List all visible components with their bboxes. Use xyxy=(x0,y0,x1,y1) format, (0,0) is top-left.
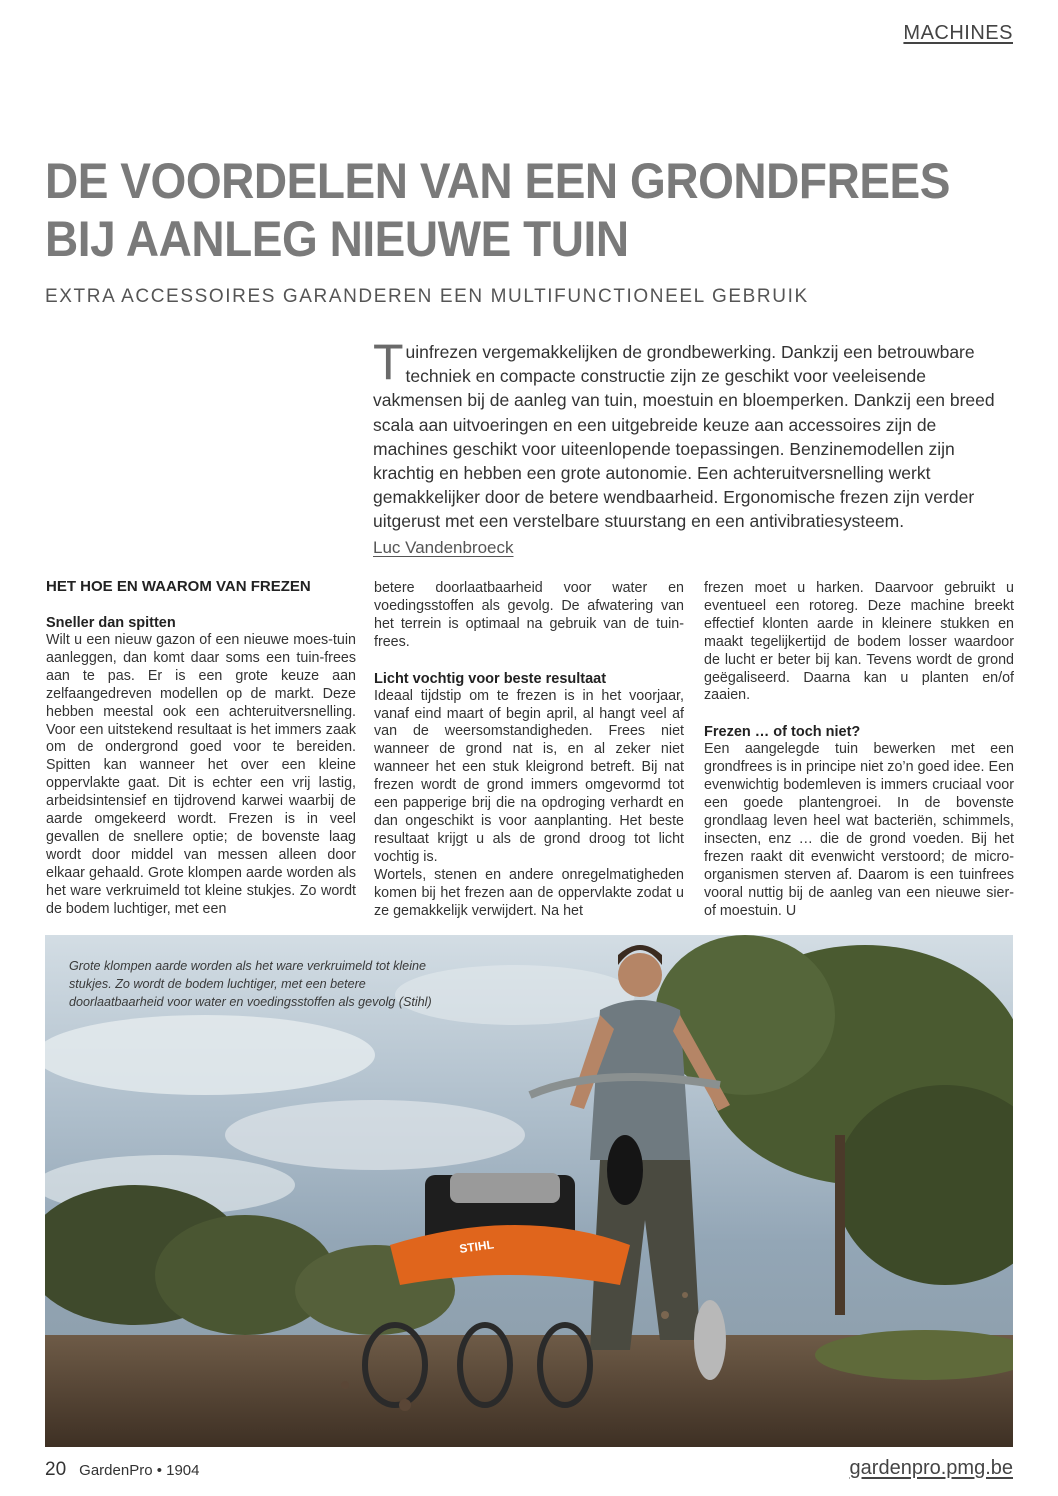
column-2-text-1: betere doorlaatbaarheid voor water en voedingsstoffen als gevolg. De afwatering van het terrein is optimaal na gebruik van de tuin-frees. xyxy=(374,580,684,650)
headline-line-2: BIJ AANLEG NIEUWE TUIN xyxy=(45,211,629,267)
article-column-2 xyxy=(374,580,684,920)
column-3-text-1: frezen moet u harken. Daarvoor gebruikt u eventueel een rotoreg. Deze machine breekt effectief klonten aarde in kleinere stukken en maakt tegelijkertijd de bodem losser waardoor de lucht er beter bij kan. Tevens wordt de grond geëgaliseerd. Daarna kan u planten en/of zaaien. xyxy=(704,580,1014,704)
photo-illustration xyxy=(45,935,1013,1447)
section-title: HET HOE EN WAAROM VAN FREZEN xyxy=(46,578,311,595)
subtitle-frezen-of-toch-niet: Frezen … of toch niet? xyxy=(704,724,861,741)
intro-paragraph xyxy=(373,334,1013,534)
subtitle-sneller-dan-spitten: Sneller dan spitten xyxy=(46,615,176,631)
subheadline: EXTRA ACCESSOIRES GARANDEREN EEN MULTIFUNCTIONEEL GEBRUIK xyxy=(45,286,809,307)
column-3-text-2: Een aangelegde tuin bewerken met een grondfrees is in principe niet zo’n goed idee. Een evenwichtig bodemleven is immers cruciaal voor een goede plantengroei. In de bovenste grondlaag leven heel wat bacteriën, schimmels, insecten, enz … die de grond voeden. Bij het frezen raakt dit evenwicht verstoord; de micro-organismen sterven af. Daarom is een tuinfrees vooral nuttig bij de aanleg van een nieuwe sier- of moestuin. U xyxy=(704,741,1014,919)
headline-line-1: DE VOORDELEN VAN EEN GRONDFREES xyxy=(45,153,951,209)
column-2-text-3: Wortels, stenen en andere onregelmatigheden komen bij het frezen aan de oppervlakte zodat u ze gemakkelijk verwijdert. Na het xyxy=(374,866,684,919)
stihl-brand-text: STIHL xyxy=(458,1237,495,1256)
headline xyxy=(45,152,951,268)
website-link[interactable]: gardenpro.pmg.be xyxy=(849,1457,1013,1479)
byline: Luc Vandenbroeck xyxy=(373,538,514,557)
article-column-1 xyxy=(46,577,356,919)
drop-cap: T xyxy=(373,334,404,390)
magazine-issue: GardenPro • 1904 xyxy=(79,1462,200,1479)
column-2-text-2: Ideaal tijdstip om te frezen is in het voorjaar, vanaf eind maart of begin april, al hangt veel af van de weersomstandigheden. Frees niet wanneer de grond nat is, en al zeker niet wanneer het een stuk kleigrond betreft. Bij nat frezen wordt de grond immers omgevormd tot een papperige brij die na opdroging verhardt en dan ongeschikt is voor aanplanting. Het beste resultaat krijgt u als de grond droog tot licht vochtig is. xyxy=(374,687,684,865)
tiller-photo xyxy=(45,935,1013,1447)
subtitle-licht-vochtig: Licht vochtig voor beste resultaat xyxy=(374,670,607,687)
photo-caption: Grote klompen aarde worden als het ware verkruimeld tot kleine stukjes. Zo wordt de bodem luchtiger, met een betere doorlaatbaarheid voor water en voedingsstoffen als gevolg (Stihl) xyxy=(69,959,432,1009)
page-number: 20 xyxy=(45,1459,67,1480)
footer-page-info xyxy=(45,1459,200,1481)
intro-text: uinfrezen vergemakkelijken de grondbewerking. Dankzij een betrouwbare techniek en compacte constructie zijn ze geschikt voor veeleisende vakmensen bij de aanleg van tuin, moestuin en bloemperken. Dankzij een breed scala aan uitvoeringen en een uitgebreide keuze aan accessoires zijn de machines geschikt voor uiteenlopende toepassingen. Benzinemodellen zijn krachtig en hebben een grote autonomie. Een achteruitversnelling werkt gemakkelijker door de betere wendbaarheid. Ergonomische frezen zijn verder uitgerust met een verstelbare stuurstang en een antivibratiesysteem. xyxy=(373,342,995,532)
column-1-text: Wilt u een nieuw gazon of een nieuwe moes-tuin aanleggen, dan komt daar soms een tuin-frees aan te pas. Er is een grote keuze aan zelfaangedreven modellen op de markt. Deze hebben meestal ook een achteruitversnelling. Voor een uitstekend resultaat is het immers zaak om de ondergrond goed voor te bereiden. Spitten kan wanneer het over een kleine oppervlakte gaat. Dit is echter een vrij lastig, arbeidsintensief en tijdrovend karwei waarbij de aarde omgekeerd wordt. Frezen is in veel gevallen de snellere optie; de bovenste laag wordt door middel van messen alleen door elkaar gehaald. Grote klompen aarde worden als het ware verkruimeld tot kleine stukjes. Zo wordt de bodem luchtiger, met een xyxy=(46,632,356,917)
article-column-3 xyxy=(704,580,1014,920)
section-tag: MACHINES xyxy=(903,22,1013,44)
